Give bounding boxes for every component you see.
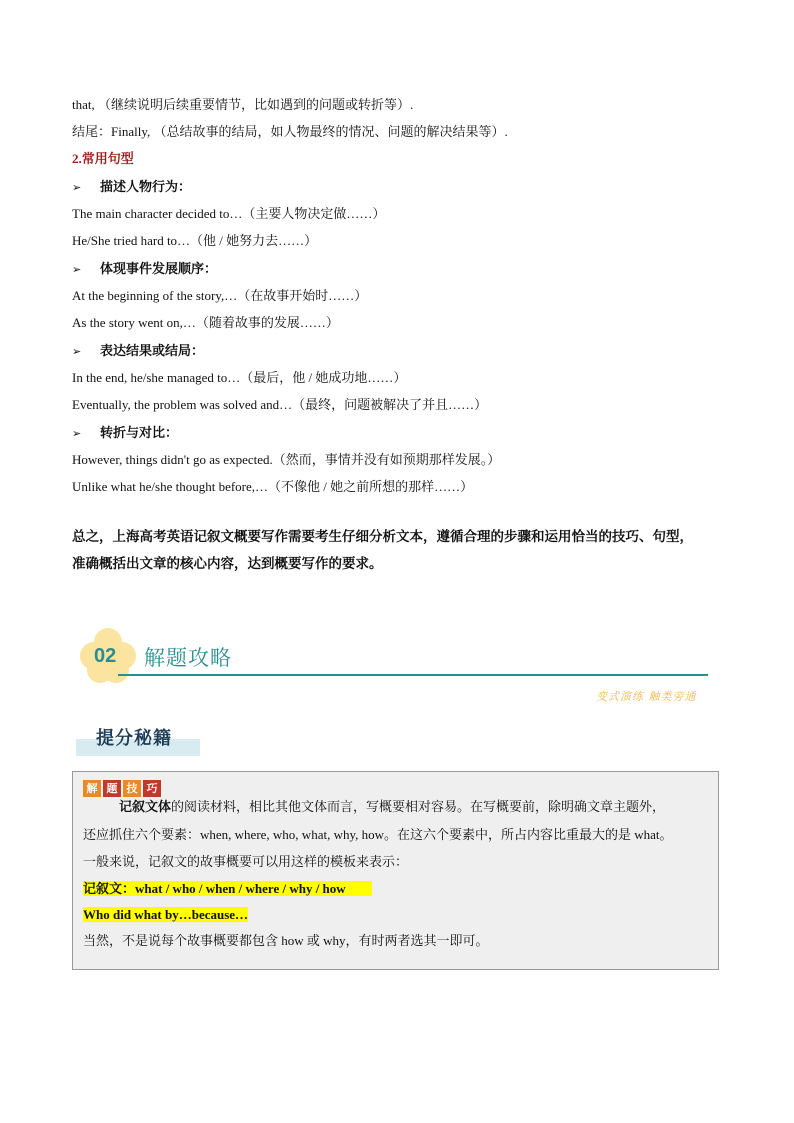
badge-char: 题 bbox=[103, 780, 121, 797]
tip-closing: 当然，不是说每个故事概要都包含 how 或 why，有时两者选其一即可。 bbox=[83, 933, 489, 948]
sentence-item: The main character decided to…（主要人物决定做……） bbox=[72, 206, 386, 221]
tip-line-2: 还应抓住六个要素：when, where, who, what, why, how。在这六个要素中，所占内容比重最大的是 what。 bbox=[83, 827, 673, 842]
tip-intro bbox=[119, 798, 665, 816]
tips-label: 提分秘籍 bbox=[96, 728, 172, 749]
section-subtitle: 变式演练 触类旁通 bbox=[596, 690, 697, 703]
arrow-bullet-icon: ➢ bbox=[72, 345, 82, 358]
sentence-item: He/She tried hard to…（他 / 她努力去……） bbox=[72, 233, 318, 248]
bullet-heading-result: ➢ 表达结果或结局： bbox=[72, 342, 204, 361]
section-heading-common-patterns: 2.常用句型 bbox=[72, 151, 134, 166]
summary-line-2: 准确概括出文章的核心内容，达到概要写作的要求。 bbox=[72, 556, 383, 571]
tip-intro-bold: 记叙文体 bbox=[119, 799, 172, 814]
sentence-item: At the beginning of the story,…（在故事开始时……） bbox=[72, 288, 368, 303]
arrow-bullet-icon: ➢ bbox=[72, 181, 82, 194]
arrow-bullet-icon: ➢ bbox=[72, 427, 82, 440]
sentence-item: In the end, he/she managed to…（最后，他 / 她成功地……） bbox=[72, 370, 407, 385]
section-divider bbox=[118, 674, 708, 676]
summary-line-1: 总之，上海高考英语记叙文概要写作需要考生仔细分析文本，遵循合理的步骤和运用恰当的技巧、句型， bbox=[72, 529, 693, 544]
section-title: 解题攻略 bbox=[144, 646, 232, 670]
sentence-item: However, things didn't go as expected.（然而，事情并没有如预期那样发展。） bbox=[72, 452, 501, 467]
arrow-bullet-icon: ➢ bbox=[72, 263, 82, 276]
summary-paragraph bbox=[72, 523, 724, 577]
paragraph-that: that, （继续说明后续重要情节，比如遇到的问题或转折等）. bbox=[72, 97, 414, 112]
paragraph-ending: 结尾：Finally, （总结故事的结局，如人物最终的情况、问题的解决结果等）. bbox=[72, 124, 508, 139]
bullet-heading-character-actions: ➢ 描述人物行为： bbox=[72, 178, 191, 197]
badge-char: 技 bbox=[123, 780, 141, 797]
sentence-item: Eventually, the problem was solved and…（最终，问题被解决了并且……） bbox=[72, 397, 488, 412]
tip-intro-text: 的阅读材料，相比其他文体而言，写概要相对容易。在写概要前，除明确文章主题外， bbox=[171, 799, 666, 814]
badge-char: 巧 bbox=[143, 780, 161, 797]
section-number: 02 bbox=[94, 645, 117, 667]
tip-template-2: Who did what by…because… bbox=[83, 907, 249, 922]
sentence-item: As the story went on,…（随着故事的发展……） bbox=[72, 315, 339, 330]
badge-char: 解 bbox=[83, 780, 101, 797]
sentence-item: Unlike what he/she thought before,…（不像他 / 她之前所想的那样……） bbox=[72, 479, 474, 494]
tip-box bbox=[72, 771, 719, 970]
tip-template-1: 记叙文：what / who / when / where / why / how bbox=[83, 880, 372, 898]
tip-badges bbox=[83, 779, 163, 797]
bullet-heading-event-order: ➢ 体现事件发展顺序： bbox=[72, 260, 217, 279]
tip-line-3: 一般来说，记叙文的故事概要可以用这样的模板来表示： bbox=[83, 854, 409, 869]
bullet-heading-contrast: ➢ 转折与对比： bbox=[72, 424, 178, 443]
